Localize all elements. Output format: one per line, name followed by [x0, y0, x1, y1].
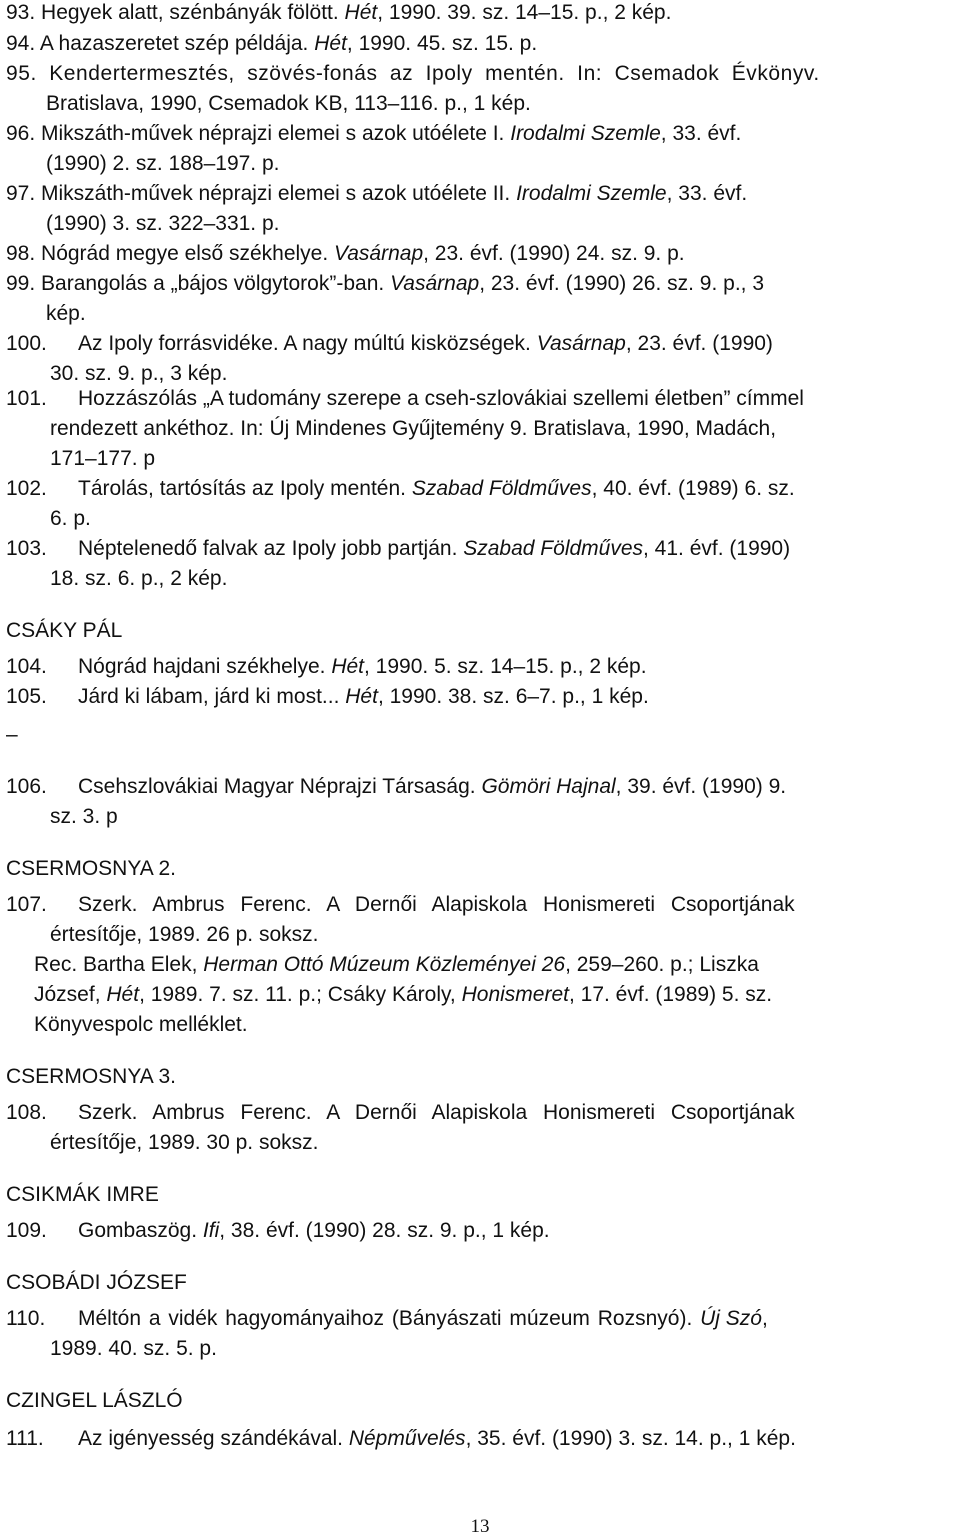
section-heading-csermosnya-2: CSERMOSNYA 2.: [6, 857, 176, 880]
entry-100-cont: 30. sz. 9. p., 3 kép.: [50, 362, 228, 385]
entry-96: 96. Mikszáth-művek néprajzi elemei s azok utóélete I. Irodalmi Szemle, 33. évf.: [6, 122, 742, 145]
review-note-cont: József, Hét, 1989. 7. sz. 11. p.; Csáky Károly, Honismeret, 17. évf. (1989) 5. sz.: [34, 983, 773, 1006]
section-heading-csikmak: CSIKMÁK IMRE: [6, 1183, 159, 1206]
entry-110: 110. Méltón a vidék hagyományaihoz (Bányászati múzeum Rozsnyó). Új Szó,: [6, 1307, 768, 1330]
entry-95: 95. Kendertermesztés, szövés-fonás az Ipoly mentén. In: Csemadok Évkönyv.: [6, 62, 820, 85]
entry-96-cont: (1990) 2. sz. 188–197. p.: [46, 152, 280, 175]
section-heading-csobadi: CSOBÁDI JÓZSEF: [6, 1271, 187, 1294]
entry-97: 97. Mikszáth-művek néprajzi elemei s azok utóélete II. Irodalmi Szemle, 33. évf.: [6, 182, 748, 205]
entry-94: 94. A hazaszeretet szép példája. Hét, 1990. 45. sz. 15. p.: [6, 32, 538, 55]
entry-93: 93. Hegyek alatt, szénbányák fölött. Hét, 1990. 39. sz. 14–15. p., 2 kép.: [6, 1, 672, 24]
entry-107: 107. Szerk. Ambrus Ferenc. A Dernői Alapiskola Honismereti Csoportjának: [6, 893, 795, 916]
entry-106-cont: sz. 3. p: [50, 805, 118, 828]
entry-110-cont: 1989. 40. sz. 5. p.: [50, 1337, 217, 1360]
review-note-cont2: Könyvespolc melléklet.: [34, 1013, 248, 1036]
entry-100: 100. Az Ipoly forrásvidéke. A nagy múltú kisközségek. Vasárnap, 23. évf. (1990): [6, 332, 773, 355]
entry-101-cont: rendezett ankéthoz. In: Új Mindenes Gyűjtemény 9. Bratislava, 1990, Madách,: [50, 417, 777, 440]
page-number: 13: [470, 1516, 490, 1537]
entry-109: 109. Gombaszög. Ifi, 38. évf. (1990) 28. sz. 9. p., 1 kép.: [6, 1219, 550, 1242]
review-note: Rec. Bartha Elek, Herman Ottó Múzeum Közleményei 26, 259–260. p.; Liszka: [34, 953, 759, 976]
entry-97-cont: (1990) 3. sz. 322–331. p.: [46, 212, 280, 235]
entry-111: 111. Az igényesség szándékával. Népművelés, 35. évf. (1990) 3. sz. 14. p., 1 kép.: [6, 1427, 796, 1450]
entry-103-cont: 18. sz. 6. p., 2 kép.: [50, 567, 228, 590]
entry-101-cont2: 171–177. p: [50, 447, 156, 470]
entry-108-cont: értesítője, 1989. 30 p. soksz.: [50, 1131, 319, 1154]
entry-106: 106. Csehszlovákiai Magyar Néprajzi Társaság. Gömöri Hajnal, 39. évf. (1990) 9.: [6, 775, 787, 798]
entry-103: 103. Néptelenedő falvak az Ipoly jobb partján. Szabad Földműves, 41. évf. (1990): [6, 537, 791, 560]
entry-108: 108. Szerk. Ambrus Ferenc. A Dernői Alapiskola Honismereti Csoportjának: [6, 1101, 795, 1124]
entry-105: 105. Járd ki lábam, járd ki most... Hét, 1990. 38. sz. 6–7. p., 1 kép.: [6, 685, 649, 708]
dash-separator: –: [6, 723, 18, 746]
entry-99-cont: kép.: [46, 302, 86, 325]
entry-104: 104. Nógrád hajdani székhelye. Hét, 1990. 5. sz. 14–15. p., 2 kép.: [6, 655, 647, 678]
section-heading-csermosnya-3: CSERMOSNYA 3.: [6, 1065, 176, 1088]
entry-99: 99. Barangolás a „bájos völgytorok”-ban. Vasárnap, 23. évf. (1990) 26. sz. 9. p., 3: [6, 272, 765, 295]
entry-102: 102. Tárolás, tartósítás az Ipoly mentén. Szabad Földműves, 40. évf. (1989) 6. sz.: [6, 477, 795, 500]
section-heading-csaky: CSÁKY PÁL: [6, 619, 123, 642]
entry-102-cont: 6. p.: [50, 507, 91, 530]
entry-98: 98. Nógrád megye első székhelye. Vasárnap, 23. évf. (1990) 24. sz. 9. p.: [6, 242, 685, 265]
entry-107-cont: értesítője, 1989. 26 p. soksz.: [50, 923, 319, 946]
entry-101: 101. Hozzászólás „A tudomány szerepe a cseh-szlovákiai szellemi életben” címmel: [6, 387, 804, 410]
section-heading-czingel: CZINGEL LÁSZLÓ: [6, 1389, 183, 1412]
entry-95-cont: Bratislava, 1990, Csemadok KB, 113–116. p., 1 kép.: [46, 92, 531, 115]
